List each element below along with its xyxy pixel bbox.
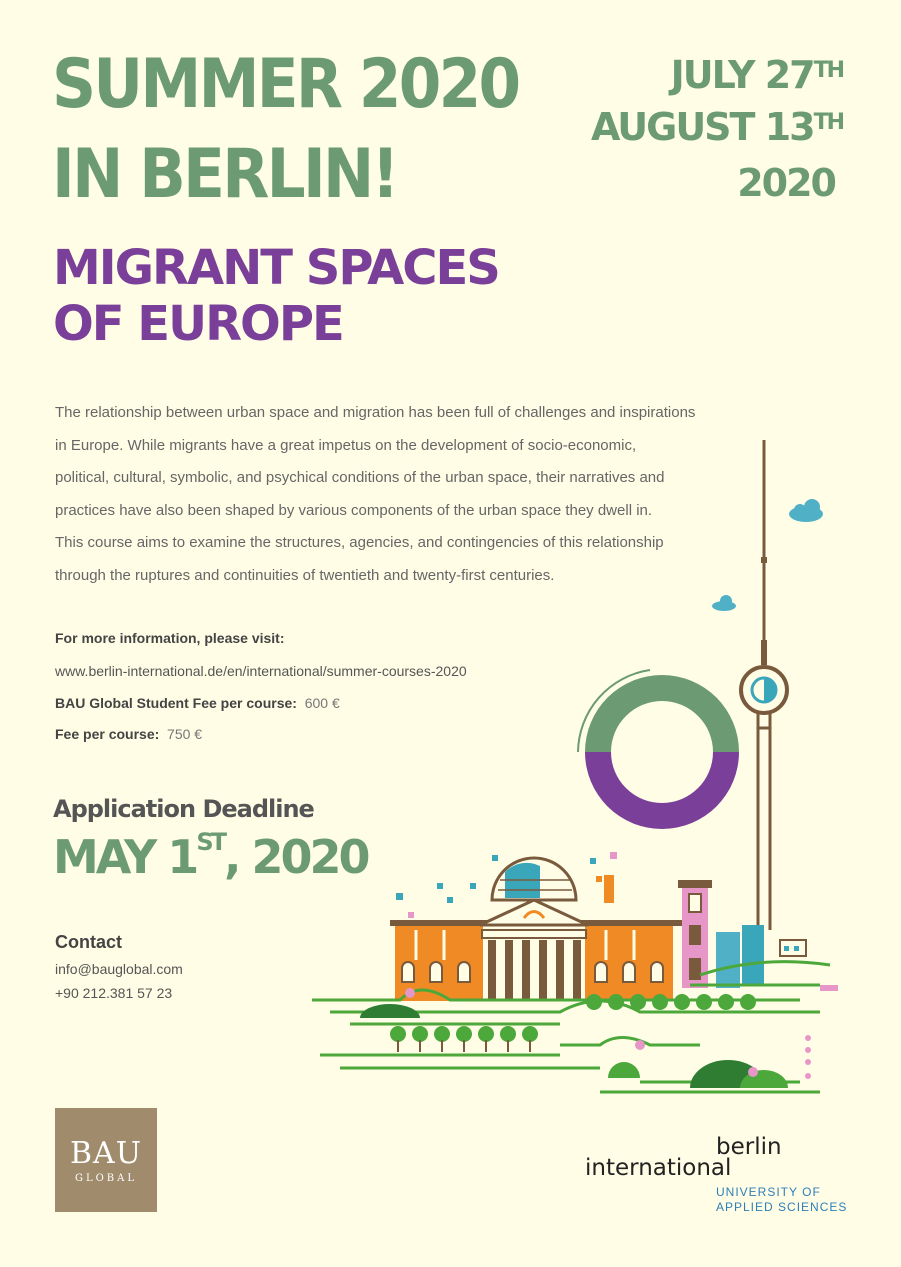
bau-logo-main: BAU [70, 1136, 142, 1171]
description-line: through the ruptures and continuities of twentieth and twenty-first centuries. [55, 566, 555, 584]
tv-tower [741, 440, 787, 930]
subtitle-line-1: MIGRANT SPACES [53, 240, 499, 296]
description-line: This course aims to examine the structures, agencies, and contingencies of this relationship [55, 534, 664, 551]
berlin-international-logo [585, 1135, 855, 1215]
bi-logo-word2: international [585, 1155, 732, 1181]
description-line: The relationship between urban space and migration has been full of challenges and inspirations [55, 404, 696, 421]
contact-email[interactable]: info@bauglobal.com [55, 961, 183, 977]
contact-heading: Contact [55, 932, 122, 952]
description-line: political, cultural, symbolic, and psychical conditions of the urban space, their narratives and [55, 469, 665, 486]
subtitle-line-2: OF EUROPE [53, 296, 343, 352]
bi-logo-word1: berlin [716, 1134, 782, 1160]
bi-logo-line2: APPLIED SCIENCES [716, 1200, 848, 1214]
deadline-heading: Application Deadline [53, 795, 314, 823]
bi-logo-line1: UNIVERSITY OF [716, 1185, 821, 1199]
cloud-icon [712, 595, 736, 611]
bau-fee [55, 695, 340, 711]
bau-fee-value: 600 € [304, 695, 340, 711]
date-line-3: 2020 [737, 161, 835, 205]
berlin-illustration [300, 430, 860, 1100]
date-line-2: AUGUST 13TH [591, 105, 843, 149]
course-fee-value: 750 € [167, 726, 203, 742]
course-fee-label: Fee per course: [55, 726, 160, 742]
deadline-date: MAY 1ST, 2020 [53, 828, 368, 884]
bau-fee-label: BAU Global Student Fee per course: [55, 695, 297, 711]
bau-global-logo [55, 1108, 157, 1212]
date-line-1: JULY 27TH [670, 53, 843, 97]
description-line: practices have also been shaped by various components of the urban space they dwell in. [55, 501, 653, 519]
course-fee [55, 726, 202, 742]
contact-phone: +90 212.381 57 23 [55, 985, 173, 1001]
title-line-2: IN BERLIN! [52, 135, 397, 214]
date-block [583, 55, 843, 203]
donut-ring [578, 670, 739, 829]
title-line-1: SUMMER 2020 [52, 45, 519, 124]
course-url[interactable]: www.berlin-international.de/en/international/summer-courses-2020 [55, 663, 467, 679]
more-info-label: For more information, please visit: [55, 630, 285, 646]
description-line: in Europe. While migrants have a great impetus on the development of socio-economic, [55, 436, 637, 454]
bau-logo-sub: GLOBAL [74, 1173, 138, 1184]
cloud-icon [789, 499, 823, 522]
reichstag-dome [492, 858, 576, 900]
